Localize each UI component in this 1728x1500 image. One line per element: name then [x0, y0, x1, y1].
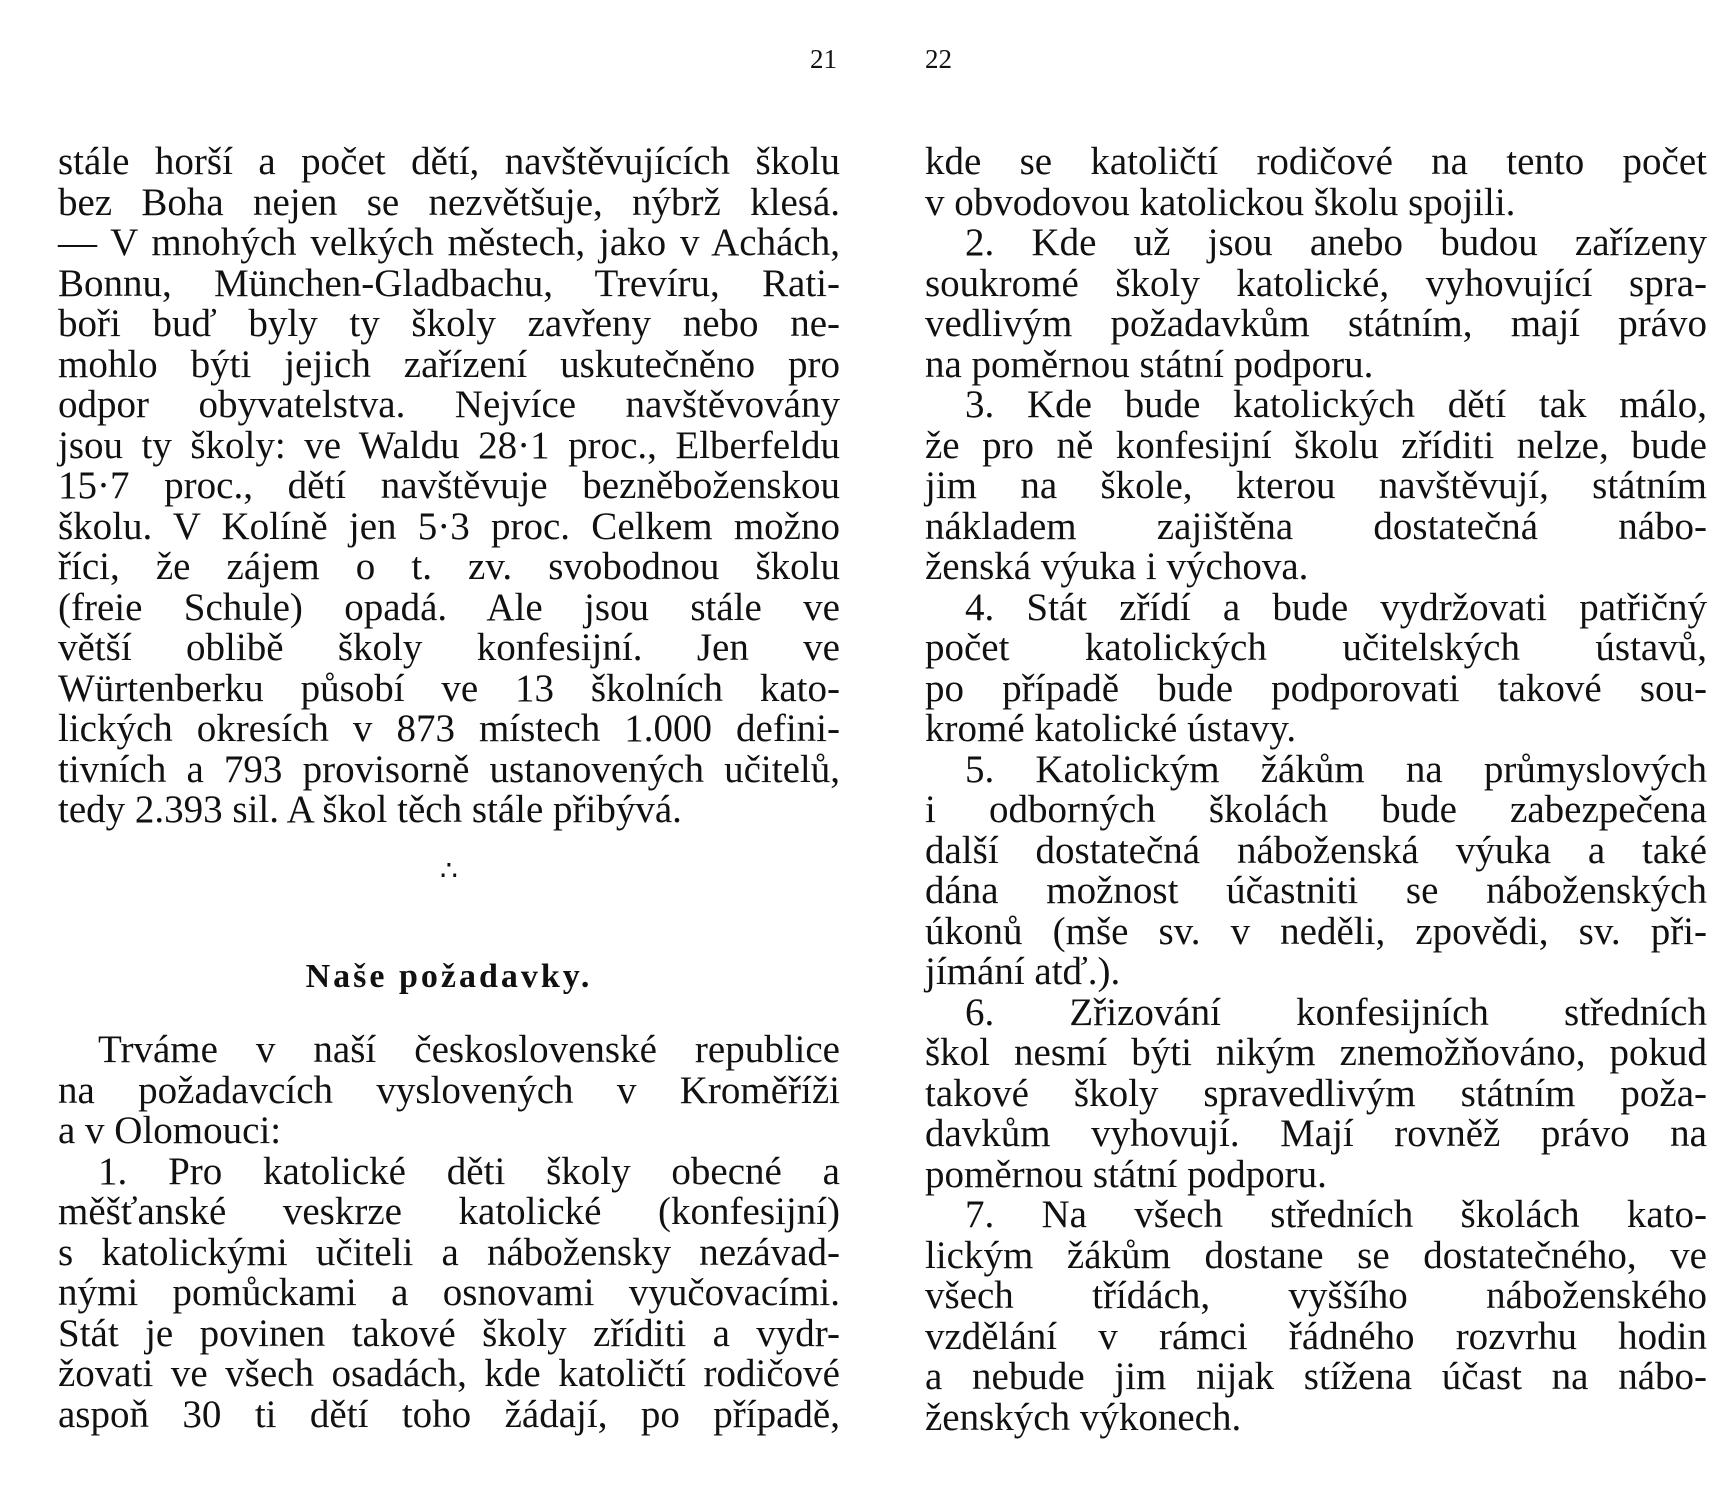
- text-line: 4. Stát zřídí a bude vydržovati patřičný: [965, 585, 1707, 629]
- text-line: lickým žákům dostane se dostatečného, ve: [925, 1233, 1707, 1277]
- text-line: Trváme v naší československé republice: [98, 1028, 840, 1071]
- text-line: tivních a 793 provisorně ustanovených učitelů,: [58, 747, 840, 791]
- text-line: aspoň 30 ti dětí toho žádají, po případě,: [58, 1392, 840, 1436]
- text-line: jímání atď.).: [925, 950, 1121, 993]
- text-line: na požadavcích vyslovených v Kroměříži: [58, 1068, 840, 1112]
- page-number-right: 22: [925, 44, 952, 74]
- text-line: bez Boha nejen se nezvětšuje, nýbrž klesá.: [58, 180, 840, 224]
- text-line: ženských výkonech.: [925, 1395, 1242, 1439]
- text-line: 1. Pro katolické děti školy obecné a: [98, 1149, 840, 1193]
- text-line: boři buď byly ty školy zavřeny nebo ne-: [58, 302, 840, 345]
- text-line: po případě bude podporovati takové sou-: [925, 666, 1707, 710]
- text-line: Bonnu, München-Gladbachu, Trevíru, Rati-: [58, 261, 840, 305]
- text-line: mohlo býti jejich zařízení uskutečněno pro: [58, 342, 840, 386]
- text-line: nákladem zajištěna dostatečná nábo-: [925, 504, 1707, 548]
- text-line: vzdělání v rámci řádného rozvrhu hodin: [925, 1314, 1707, 1358]
- text-line: a nebude jim nijak stížena účast na nábo-: [925, 1355, 1707, 1398]
- text-line: že pro ně konfesijní školu zříditi nelze, bude: [925, 423, 1707, 467]
- text-line: i odborných školách bude zabezpečena: [925, 788, 1707, 831]
- text-line: (freie Schule) opadá. Ale jsou stále ve: [58, 585, 840, 629]
- text-line: jim na škole, kterou navštěvují, státním: [925, 464, 1707, 507]
- text-line: vedlivým požadavkům státním, mají právo: [925, 302, 1707, 345]
- text-line: lických okresích v 873 místech 1.000 defini-: [58, 707, 840, 750]
- section-ornament: ∴: [440, 856, 458, 887]
- right-column-text: [925, 142, 1707, 1438]
- text-line: žovati ve všech osadách, kde katoličtí rodičové: [58, 1352, 840, 1395]
- text-line: úkonů (mše sv. v neděli, zpovědi, sv. při-: [925, 909, 1707, 953]
- text-line: dána možnost účastniti se náboženských: [925, 869, 1707, 912]
- text-line: poměrnou státní podporu.: [925, 1152, 1327, 1196]
- text-line: 3. Kde bude katolických dětí tak málo,: [965, 383, 1707, 426]
- text-line: jsou ty školy: ve Waldu 28·1 proc., Elberfeldu: [58, 423, 840, 467]
- text-line: 15·7 proc., dětí navštěvuje bezněboženskou: [58, 464, 840, 507]
- text-line: počet katolických učitelských ústavů,: [925, 626, 1707, 669]
- text-line: Würtenberku působí ve 13 školních kato-: [58, 666, 840, 710]
- text-line: školu. V Kolíně jen 5·3 proc. Celkem možno: [58, 504, 840, 548]
- text-line: davkům vyhovují. Mají rovněž právo na: [925, 1112, 1707, 1155]
- text-line: na poměrnou státní podporu.: [925, 342, 1374, 386]
- text-line: 5. Katolickým žákům na průmyslových: [965, 747, 1707, 791]
- text-line: škol nesmí býti nikým znemožňováno, pokud: [925, 1031, 1707, 1074]
- text-line: další dostatečná náboženská výuka a také: [925, 828, 1707, 872]
- text-line: takové školy spravedlivým státním poža-: [925, 1071, 1707, 1115]
- text-line: ženská výuka i výchova.: [925, 545, 1309, 588]
- text-line: a v Olomouci:: [58, 1109, 282, 1152]
- text-line: soukromé školy katolické, vyhovující spra-: [925, 261, 1707, 305]
- text-line: měšťanské veskrze katolické (konfesijní): [58, 1190, 840, 1233]
- left-column-requirements: [58, 1030, 840, 1435]
- text-line: s katolickými učiteli a nábožensky nezávad-: [58, 1230, 840, 1274]
- text-line: nými pomůckami a osnovami vyučovacími.: [58, 1271, 840, 1314]
- text-line: — V mnohých velkých městech, jako v Achách,: [58, 221, 840, 264]
- page-number-left: 21: [810, 44, 837, 74]
- text-line: 7. Na všech středních školách kato-: [965, 1193, 1707, 1236]
- text-line: říci, že zájem o t. zv. svobodnou školu: [58, 545, 840, 588]
- section-heading: Naše požadavky.: [305, 958, 593, 995]
- text-line: kromé katolické ústavy.: [925, 707, 1297, 750]
- text-line: odpor obyvatelstva. Nejvíce navštěvovány: [58, 383, 840, 426]
- left-column-text: [58, 142, 840, 831]
- text-line: 2. Kde už jsou anebo budou zařízeny: [965, 221, 1707, 264]
- text-line: v obvodovou katolickou školu spojili.: [925, 180, 1516, 224]
- text-line: kde se katoličtí rodičové na tento počet: [925, 140, 1707, 183]
- text-line: všech třídách, vyššího náboženského: [925, 1274, 1707, 1317]
- text-line: tedy 2.393 sil. A škol těch stále přibývá.: [58, 788, 682, 831]
- text-line: stále horší a počet dětí, navštěvujících školu: [58, 140, 840, 183]
- text-line: Stát je povinen takové školy zříditi a vydr-: [58, 1311, 840, 1355]
- text-line: větší oblibě školy konfesijní. Jen ve: [58, 626, 840, 669]
- text-line: 6. Zřizování konfesijních středních: [965, 990, 1707, 1034]
